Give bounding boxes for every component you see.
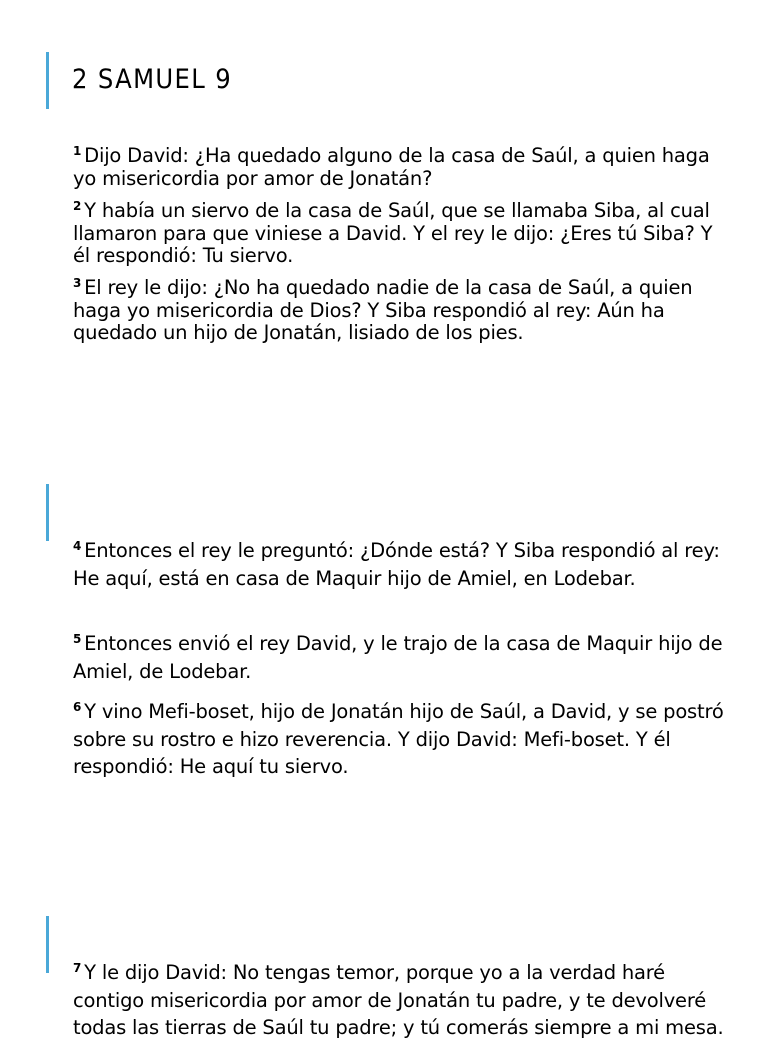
chapter-title: 2 SAMUEL 9 [72,64,233,95]
verse-text: Y le dijo David: No tengas temor, porque yo a la verdad haré contigo misericordia por amor de Jonatán tu padre, y te devolveré todas las tierras de Saúl tu padre; y tú comerás siempre a mi mesa. [73,961,724,1039]
verse-number: 4 [73,539,82,553]
section-accent-bar [46,484,49,541]
verse-text: Entonces el rey le preguntó: ¿Dónde está? Y Siba respondió al rey: He aquí, está en casa de Maquir hijo de Amiel, en Lodebar. [73,539,720,590]
verse-number: 1 [73,144,82,158]
verse-3 [73,277,733,345]
verse-text: El rey le dijo: ¿No ha quedado nadie de la casa de Saúl, a quien haga yo misericordia de Dios? Y Siba respondió al rey: Aún ha quedado un hijo de Jonatán, lisiado de los pies. [73,276,693,344]
verse-text: Dijo David: ¿Ha quedado alguno de la casa de Saúl, a quien haga yo misericordia por amor de Jonatán? [73,144,710,190]
verse-text: Y había un siervo de la casa de Saúl, que se llamaba Siba, al cual llamaron para que viniese a David. Y el rey le dijo: ¿Eres tú Siba? Y él respondió: Tu siervo. [73,199,713,267]
verse-number: 3 [73,276,82,290]
verse-number: 5 [73,632,82,646]
verse-text: Entonces envió el rey David, y le trajo de la casa de Maquir hijo de Amiel, de Lodebar. [73,632,723,683]
verse-number: 7 [73,961,82,975]
verse-1 [73,145,733,190]
title-accent-bar [46,52,49,109]
verse-4 [73,537,733,592]
verse-7 [73,959,733,1042]
verse-6 [73,698,733,781]
verse-2 [73,200,733,268]
verse-text: Y vino Mefi-boset, hijo de Jonatán hijo de Saúl, a David, y se postró sobre su rostro e hizo reverencia. Y dijo David: Mefi-boset. Y él respondió: He aquí tu siervo. [73,700,724,778]
section-accent-bar [46,916,49,973]
verse-number: 2 [73,199,82,213]
verse-number: 6 [73,700,82,714]
verse-5 [73,630,733,685]
